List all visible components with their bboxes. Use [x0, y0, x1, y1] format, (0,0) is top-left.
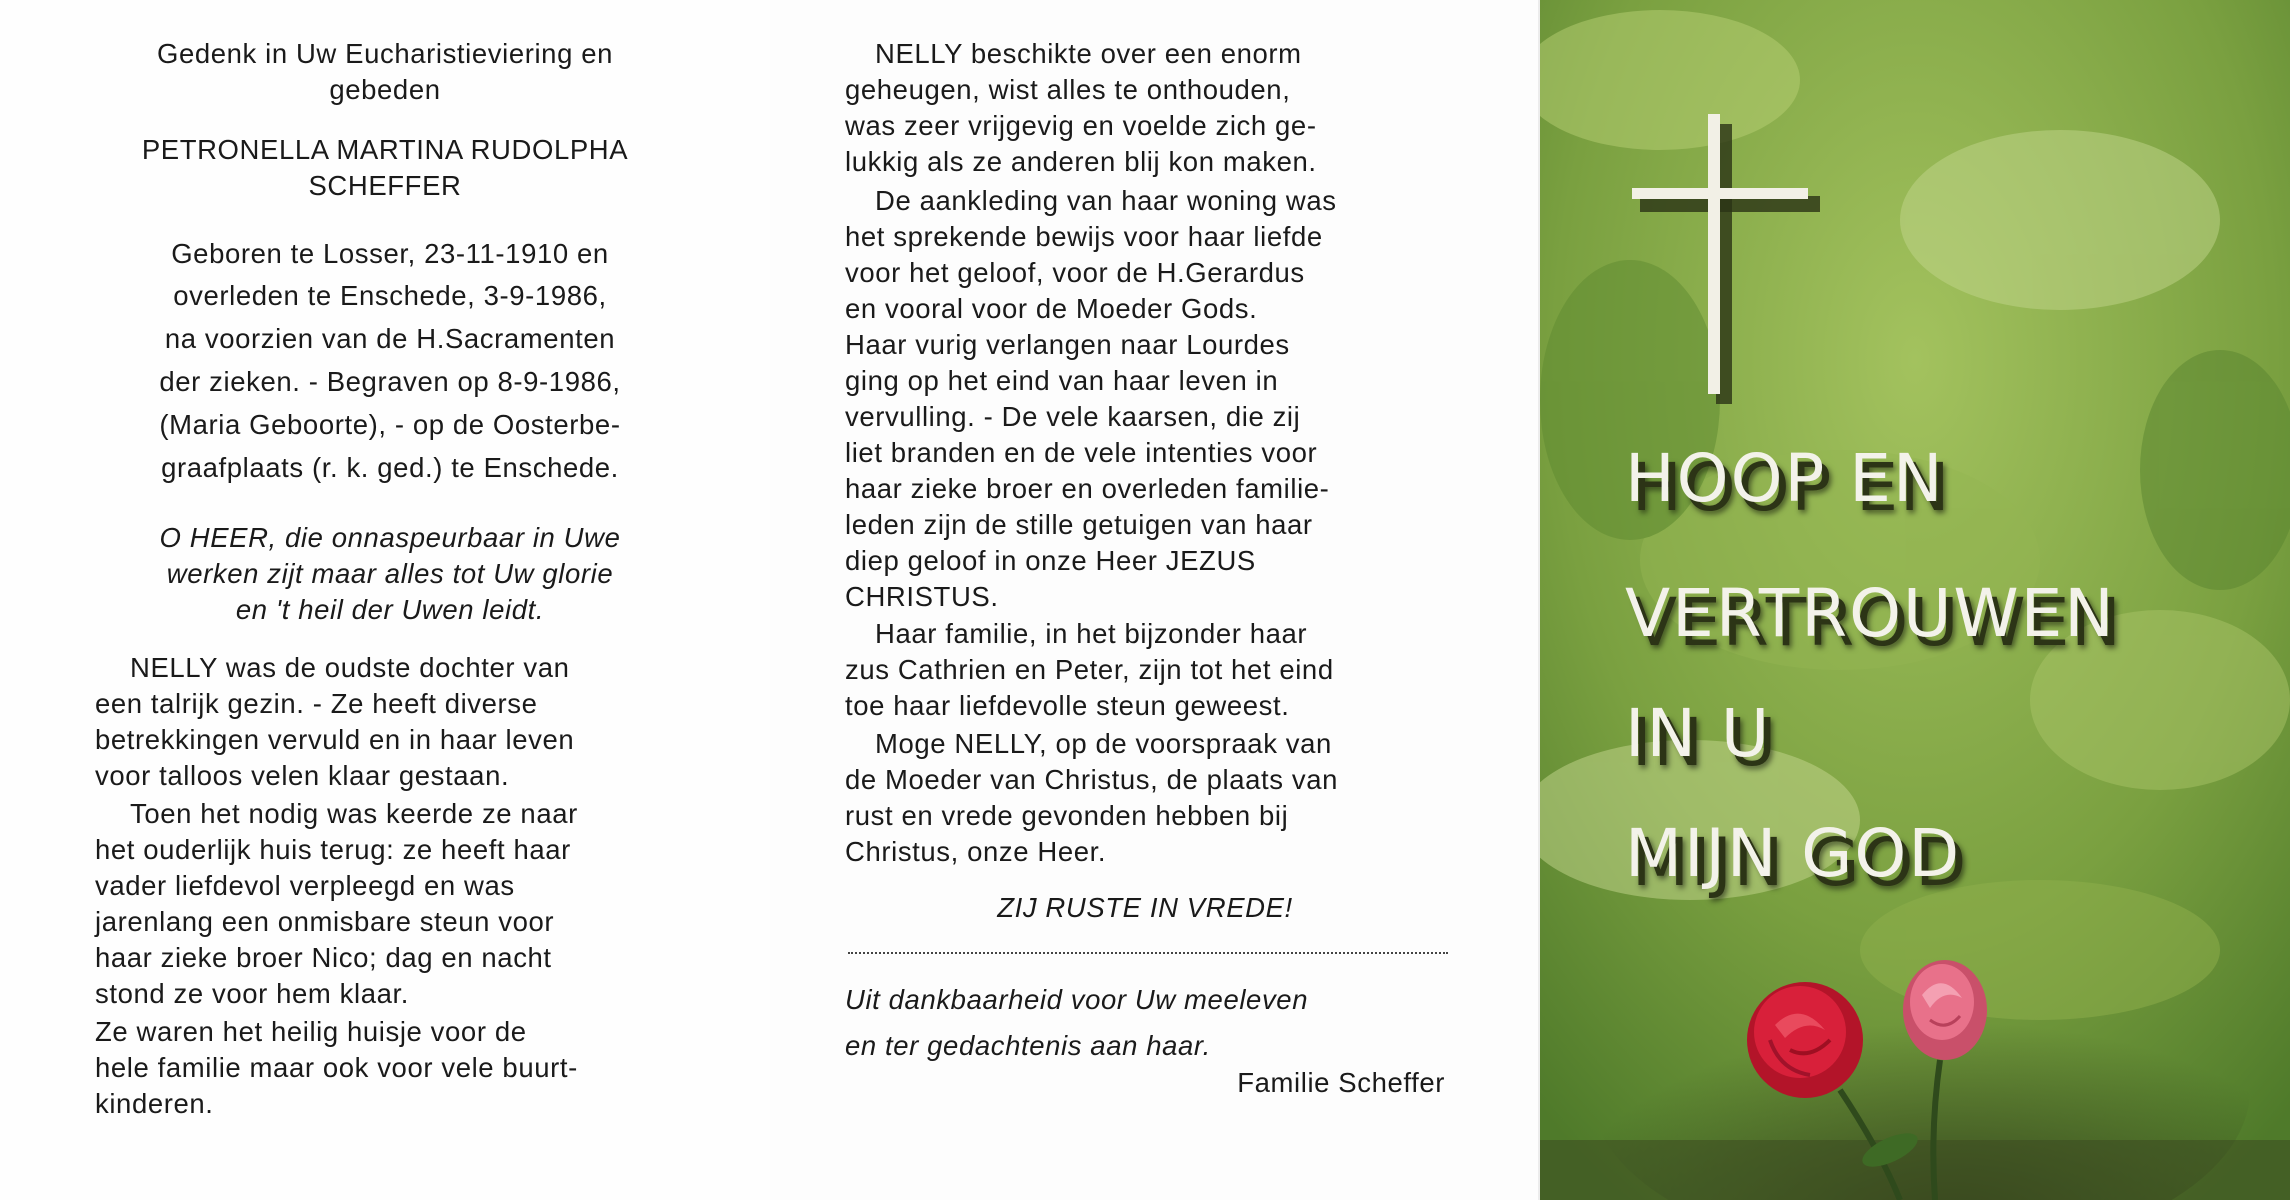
- paragraph-line: vervulling. - De vele kaarsen, die zij: [845, 401, 1301, 432]
- paragraph-line: was zeer vrijgevig en voelde zich ge-: [845, 110, 1317, 141]
- paragraph-line: Ze waren het heilig huisje voor de: [95, 1016, 527, 1047]
- paragraph-line: ging op het eind van haar leven in: [845, 365, 1279, 396]
- paragraph-line: CHRISTUS.: [845, 581, 999, 612]
- paragraph-line: Christus, onze Heer.: [845, 836, 1107, 867]
- family-signature: Familie Scheffer: [1237, 1067, 1445, 1098]
- paragraph-line: liet branden en de vele intenties voor: [845, 437, 1318, 468]
- paragraph-line: geheugen, wist alles te onthouden,: [845, 74, 1291, 105]
- thanks-line: en ter gedachtenis aan haar.: [845, 1030, 1211, 1061]
- inscription-line: HOOP EN: [1625, 440, 1945, 517]
- intro-line: Gedenk in Uw Eucharistieviering en: [156, 38, 614, 69]
- prayer-line: werken zijt maar alles tot Uw glorie: [166, 558, 614, 589]
- paragraph-line: en vooral voor de Moeder Gods.: [845, 293, 1258, 324]
- paragraph-line: vader liefdevol verpleegd en was: [95, 870, 515, 901]
- rest-in-peace: ZIJ RUSTE IN VREDE!: [997, 892, 1293, 923]
- paragraph-line: betrekkingen vervuld en in haar leven: [95, 724, 575, 755]
- paragraph-line: stond ze voor hem klaar.: [95, 978, 409, 1009]
- left-panel: [0, 0, 770, 1200]
- paragraph-line: toe haar liefdevolle steun geweest.: [845, 690, 1290, 721]
- paragraph-line: De aankleding van haar woning was: [875, 185, 1337, 216]
- inscription-line: IN U: [1625, 695, 1772, 772]
- paragraph-line: leden zijn de stille getuigen van haar: [845, 509, 1313, 540]
- dates-line: graafplaats (r. k. ged.) te Enschede.: [161, 452, 619, 483]
- thanks-line: Uit dankbaarheid voor Uw meeleven: [845, 984, 1309, 1015]
- paragraph-line: Moge NELLY, op de voorspraak van: [875, 728, 1332, 759]
- dotted-divider: [848, 952, 1448, 954]
- cross-icon: [1630, 110, 1830, 410]
- paragraph-line: diep geloof in onze Heer JEZUS: [845, 545, 1256, 576]
- paragraph-line: hele familie maar ook voor vele buurt-: [95, 1052, 578, 1083]
- paragraph-line: Haar familie, in het bijzonder haar: [875, 618, 1308, 649]
- deceased-name: SCHEFFER: [308, 170, 462, 201]
- inscription-line: MIJN GOD: [1625, 815, 1962, 892]
- dates-line: overleden te Enschede, 3-9-1986,: [173, 280, 607, 311]
- paragraph-line: een talrijk gezin. - Ze heeft diverse: [95, 688, 538, 719]
- prayer-line: en 't heil der Uwen leidt.: [235, 594, 545, 625]
- paragraph-line: het ouderlijk huis terug: ze heeft haar: [95, 834, 571, 865]
- dates-line: Geboren te Losser, 23-11-1910 en: [171, 238, 609, 269]
- paragraph-line: Haar vurig verlangen naar Lourdes: [845, 329, 1290, 360]
- paragraph-line: kinderen.: [95, 1088, 214, 1119]
- inscription-line: VERTROUWEN: [1625, 575, 2116, 652]
- paragraph-line: haar zieke broer en overleden familie-: [845, 473, 1330, 504]
- dates-line: na voorzien van de H.Sacramenten: [164, 323, 616, 354]
- paragraph-line: zus Cathrien en Peter, zijn tot het eind: [845, 654, 1334, 685]
- paragraph-line: NELLY beschikte over een enorm: [875, 38, 1302, 69]
- paragraph-line: de Moeder van Christus, de plaats van: [845, 764, 1339, 795]
- prayer-line: O HEER, die onnaspeurbaar in Uwe: [159, 522, 621, 553]
- middle-panel: [770, 0, 1540, 1200]
- moss-photo: [1540, 0, 2290, 1200]
- paragraph-line: NELLY was de oudste dochter van: [130, 652, 570, 683]
- paragraph-line: jarenlang een onmisbare steun voor: [95, 906, 555, 937]
- paragraph-line: lukkig als ze anderen blij kon maken.: [845, 146, 1317, 177]
- paragraph-line: rust en vrede gevonden hebben bij: [845, 800, 1289, 831]
- paragraph-line: voor het geloof, voor de H.Gerardus: [845, 257, 1305, 288]
- dates-line: der zieken. - Begraven op 8-9-1986,: [159, 366, 621, 397]
- paragraph-line: Toen het nodig was keerde ze naar: [130, 798, 578, 829]
- paragraph-line: haar zieke broer Nico; dag en nacht: [95, 942, 552, 973]
- deceased-name: PETRONELLA MARTINA RUDOLPHA: [141, 134, 629, 165]
- dates-line: (Maria Geboorte), - op de Oosterbe-: [159, 409, 621, 440]
- intro-line: gebeden: [329, 74, 441, 105]
- paragraph-line: het sprekende bewijs voor haar liefde: [845, 221, 1323, 252]
- rose-icon: [1690, 940, 2050, 1200]
- paragraph-line: voor talloos velen klaar gestaan.: [95, 760, 510, 791]
